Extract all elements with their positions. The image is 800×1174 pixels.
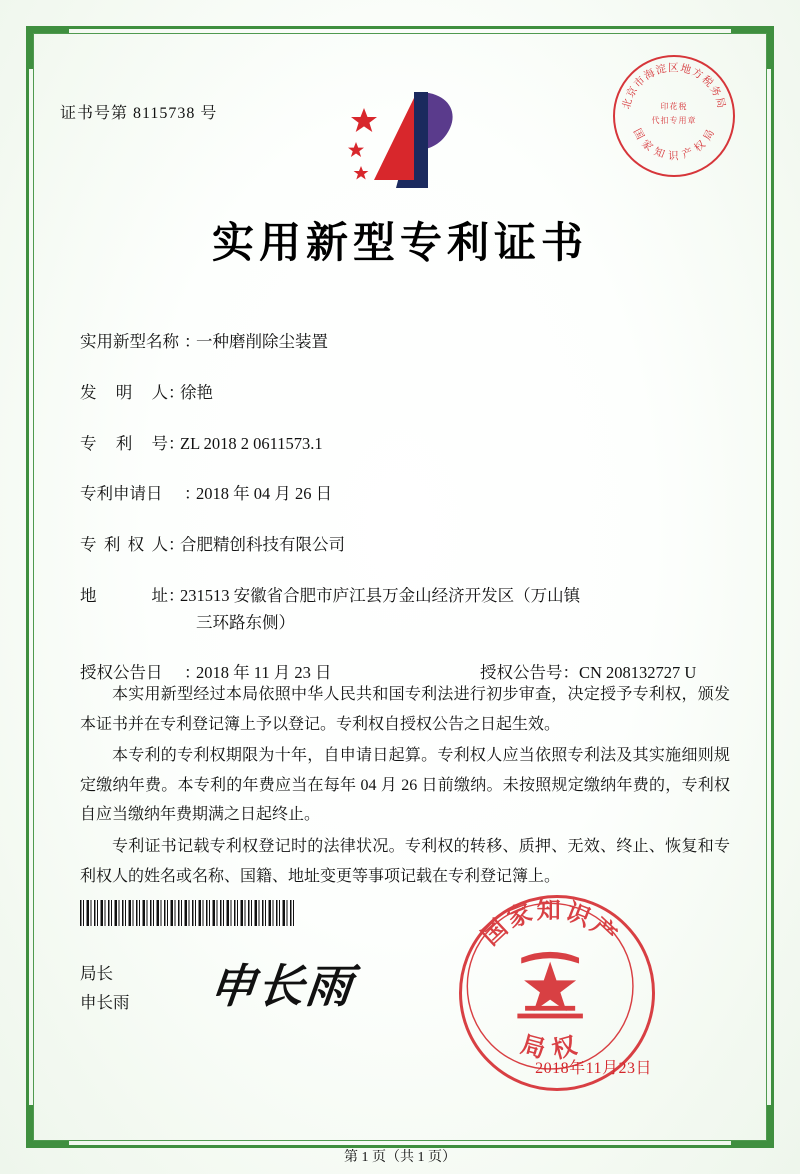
field-label: 专 利 权 人 — [80, 535, 168, 554]
field-value: ZL 2018 2 0611573.1 — [180, 433, 323, 453]
field-row-patent-number — [80, 432, 740, 457]
svg-text:国家知识产: 国家知识产 — [477, 898, 623, 951]
signature-block — [80, 960, 130, 1018]
field-list — [80, 330, 740, 712]
director-name: 申长雨 — [80, 992, 130, 1012]
field-row-patentee — [80, 533, 740, 558]
field-colon: ： — [184, 332, 201, 351]
legal-paragraph: 专利证书记载专利权登记时的法律状况。专利权的转移、质押、无效、终止、恢复和专利权人的姓名或名称、国籍、地址变更等事项记载在专利登记簿上。 — [80, 837, 730, 885]
seal-date: 2018年11月23日 — [535, 1060, 652, 1077]
director-role-label: 局长 — [80, 964, 113, 983]
field-label: 地 址 — [80, 585, 168, 605]
svg-text:北京市海淀区地方税务局: 北京市海淀区地方税务局 — [621, 63, 727, 111]
svg-text:局 权: 局 权 — [517, 1032, 583, 1065]
certificate-number: 证书号第 8115738 号 — [60, 105, 218, 122]
field-colon: ： — [168, 585, 185, 605]
field-colon: ： — [184, 484, 201, 504]
legal-paragraph: 本实用新型经过本局依照中华人民共和国专利法进行初步审查，决定授予专利权，颁发本证书并在专利登记簿上予以登记。专利权自授权公告之日起生效。 — [80, 686, 730, 733]
director-handwritten-signature: 申长雨 — [206, 959, 357, 1013]
patent-office-logo-icon — [330, 80, 470, 200]
field-colon: ： — [168, 535, 185, 554]
field-label: 实用新型名称 — [80, 332, 179, 351]
field-row-name — [80, 330, 740, 355]
field-value: 徐艳 — [180, 382, 213, 402]
legal-paragraph: 本专利的专利权期限为十年，自申请日起算。专利权人应当依照专利法及其实施细则规定缴纳年费。本专利的年费应当在每年 04 月 26 日前缴纳。未按照规定缴纳年费的，专利权自应当缴纳年费期满之日起终止。 — [80, 747, 730, 824]
field-row-inventor — [80, 381, 740, 406]
legal-text-block — [80, 680, 730, 893]
page-footer: 第 1 页（共 1 页） — [344, 1150, 456, 1165]
certificate-content — [60, 55, 740, 1129]
field-colon: ： — [168, 433, 185, 453]
publication-number-value: CN 208132727 U — [579, 663, 697, 683]
grant-date-label: 授权公告日 — [80, 663, 163, 683]
field-row-address — [80, 584, 740, 636]
field-value: 一种磨削除尘装置 — [196, 332, 328, 351]
grant-date-colon: ： — [184, 663, 201, 683]
field-label: 专 利 号 — [80, 433, 168, 453]
field-value: 2018 年 04 月 26 日 — [196, 484, 333, 504]
field-value: 合肥精创科技有限公司 — [180, 535, 345, 554]
field-value-line2: 三环路东侧） — [196, 612, 295, 632]
page-title: 实用新型专利证书 — [211, 221, 588, 267]
tax-stamp-line1: 印花税 — [660, 102, 688, 111]
field-label: 专利申请日 — [80, 484, 163, 504]
field-value: 231513 安徽省合肥市庐江县万金山经济开发区（万山镇 — [180, 585, 581, 605]
tax-stamp-line2: 代扣专用章 — [651, 116, 697, 125]
tax-stamp-icon — [613, 55, 735, 177]
field-label: 发 明 人 — [80, 382, 168, 402]
barcode-icon — [80, 900, 296, 926]
grant-date-value: 2018 年 11 月 23 日 — [196, 663, 332, 683]
field-colon: ： — [168, 382, 185, 402]
publication-number-colon: ： — [562, 663, 579, 683]
field-row-application-date — [80, 482, 740, 507]
svg-text:国 家 知 识 产 权 局: 国 家 知 识 产 权 局 — [630, 127, 718, 162]
publication-number-label: 授权公告号 — [480, 663, 563, 683]
